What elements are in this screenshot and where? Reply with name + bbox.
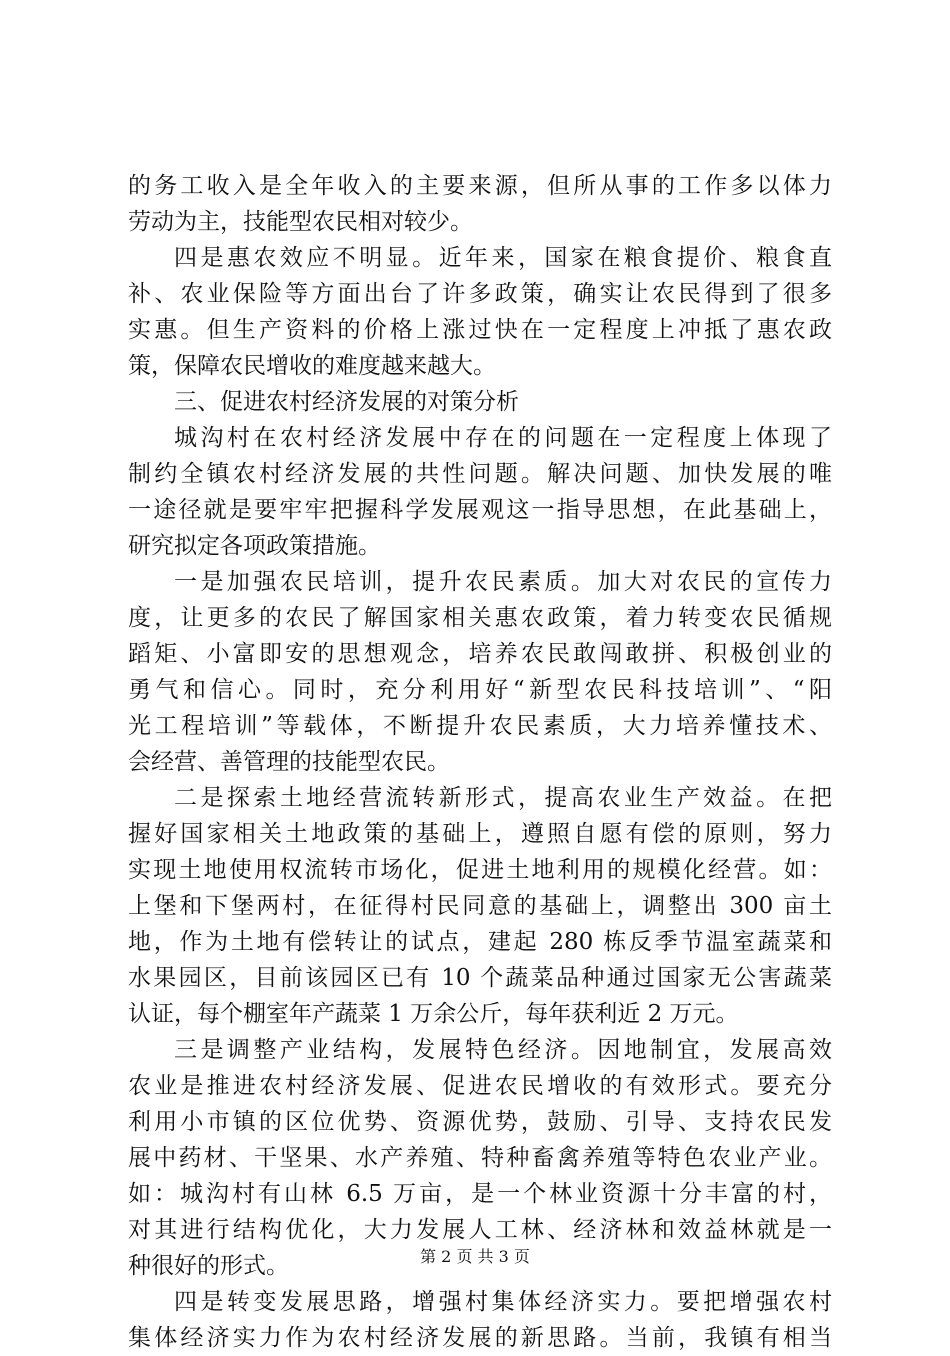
text-line: 蹈矩、小富即安的思想观念，培养农民敢闯敢拼、积极创业的 [128,641,832,667]
text-line: 四是惠农效应不明显。近年来，国家在粮食提价、粮食直 [174,245,832,271]
text-line: 勇气和信心。同时，充分利用好“新型农民科技培训”、“阳 [128,677,832,703]
text-line: 二是探索土地经营流转新形式，提高农业生产效益。在把 [174,785,832,811]
text-line: 集体经济实力作为农村经济发展的新思路。当前，我镇有相当 [128,1325,832,1351]
page-footer: 第 2 页 共 3 页 [420,1247,530,1266]
text-line: 三是调整产业结构，发展特色经济。因地制宜，发展高效 [174,1037,832,1063]
text-line: 的务工收入是全年收入的主要来源，但所从事的工作多以体力 [128,173,832,199]
text-line: 制约全镇农村经济发展的共性问题。解决问题、加快发展的唯 [128,461,832,487]
text-line: 会经营、善管理的技能型农民。 [128,749,450,775]
document-body [128,168,832,1356]
text-line: 研究拟定各项政策措施。 [128,533,381,559]
text-line: 如：城沟村有山林 6.5 万亩，是一个林业资源十分丰富的村， [128,1181,832,1207]
text-line: 握好国家相关土地政策的基础上，遵照自愿有偿的原则，努力 [128,821,832,847]
text-line: 展中药材、干坚果、水产养殖、特种畜禽养殖等特色农业产业。 [128,1145,832,1171]
text-line: 农业是推进农村经济发展、促进农民增收的有效形式。要充分 [128,1073,832,1099]
text-line: 劳动为主，技能型农民相对较少。 [128,209,473,235]
text-line: 度，让更多的农民了解国家相关惠农政策，着力转变农民循规 [128,605,832,631]
text-line: 上堡和下堡两村，在征得村民同意的基础上，调整出 300 亩土 [128,893,832,919]
text-line: 认证，每个棚室年产蔬菜 1 万余公斤，每年获利近 2 万元。 [128,1001,739,1027]
text-line: 种很好的形式。 [128,1253,289,1279]
text-line: 利用小市镇的区位优势、资源优势，鼓励、引导、支持农民发 [128,1109,832,1135]
section-heading: 三、促进农村经济发展的对策分析 [174,389,519,415]
text-line: 实现土地使用权流转市场化，促进土地利用的规模化经营。如： [128,857,832,883]
text-line: 实惠。但生产资料的价格上涨过快在一定程度上冲抵了惠农政 [128,317,832,343]
text-line: 策，保障农民增收的难度越来越大。 [128,353,496,379]
text-line: 补、农业保险等方面出台了许多政策，确实让农民得到了很多 [128,281,832,307]
text-line: 地，作为土地有偿转让的试点，建起 280 栋反季节温室蔬菜和 [128,929,832,955]
text-line: 水果园区，目前该园区已有 10 个蔬菜品种通过国家无公害蔬菜 [128,965,832,991]
text-line: 光工程培训”等载体，不断提升农民素质，大力培养懂技术、 [128,713,832,739]
text-line: 城沟村在农村经济发展中存在的问题在一定程度上体现了 [174,425,832,451]
text-line: 一途径就是要牢牢把握科学发展观这一指导思想，在此基础上， [128,497,832,523]
text-line: 对其进行结构优化，大力发展人工林、经济林和效益林就是一 [128,1217,832,1243]
text-line: 一是加强农民培训，提升农民素质。加大对农民的宣传力 [174,569,832,595]
text-line: 四是转变发展思路，增强村集体经济实力。要把增强农村 [174,1289,832,1315]
